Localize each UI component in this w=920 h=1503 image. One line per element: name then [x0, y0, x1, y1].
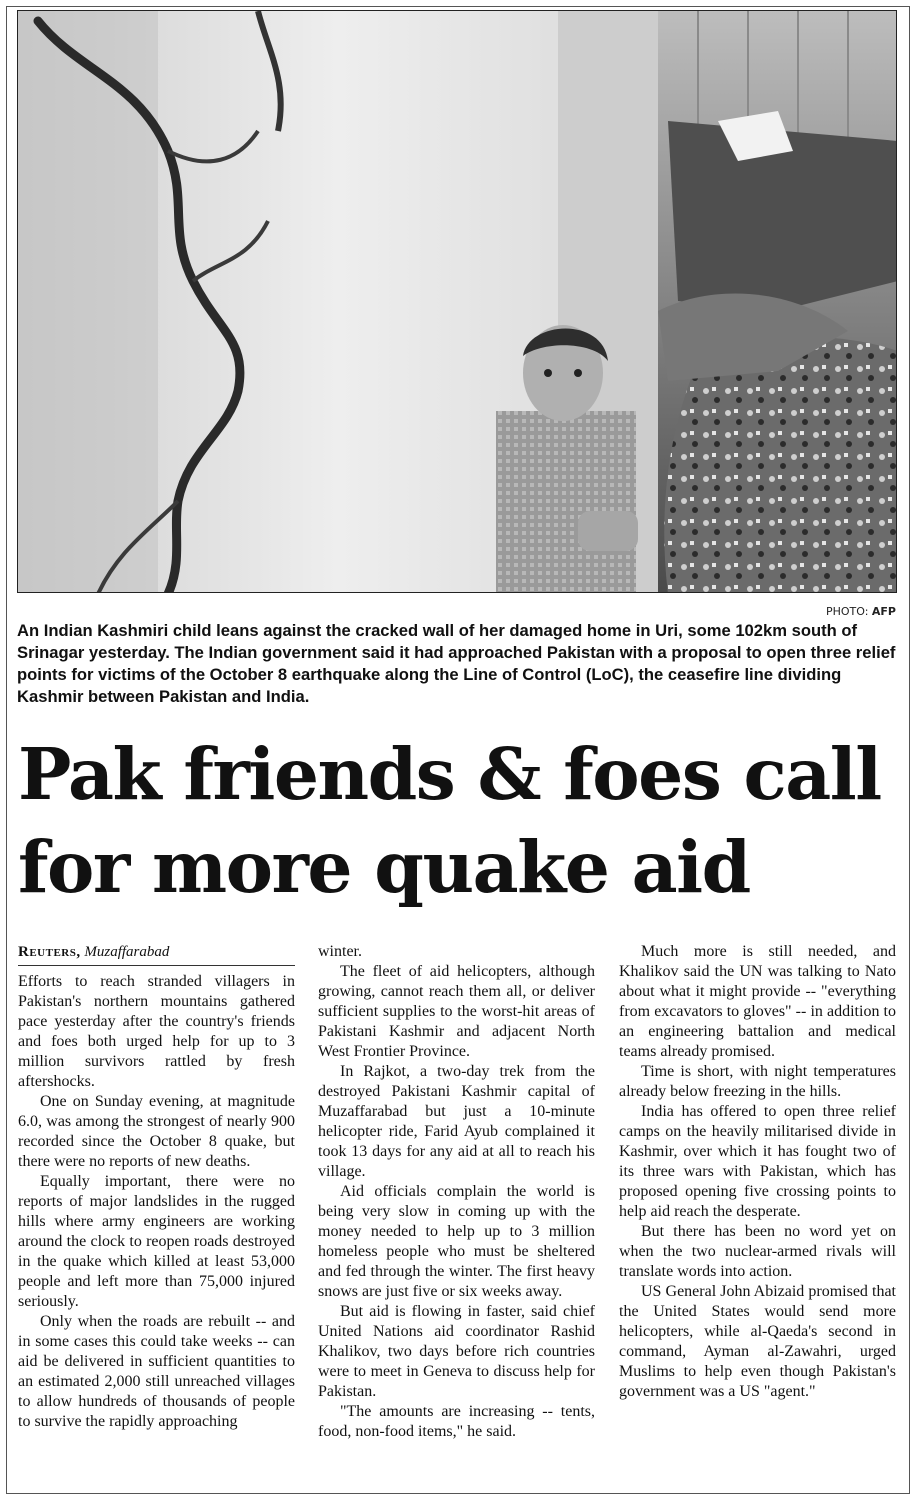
article-paragraph: India has offered to open three relief camps on the heavily militarised divide in Kashmir, over which it has fought two of its three wars with Pakistan, which has proposed opening five crossing points to help aid reach the desperate.: [619, 1103, 896, 1220]
article-paragraph: One on Sunday evening, at magnitude 6.0, was among the strongest of nearly 900 recorded since the October 8 quake, but there were no reports of new deaths.: [18, 1093, 295, 1170]
article-paragraph: "The amounts are increasing -- tents, food, non-food items," he said.: [318, 1403, 595, 1440]
photo-credit-source: AFP: [871, 605, 896, 618]
byline: [18, 942, 295, 962]
byline-agency: Reuters,: [18, 944, 81, 960]
news-photo: [17, 10, 897, 593]
article-paragraph: But aid is flowing in faster, said chief United Nations aid coordinator Rashid Khalikov, two days before rich countries were to meet in Geneva to discuss help for Pakistan.: [318, 1303, 595, 1400]
article-column-1: [18, 942, 295, 1432]
article-column-3: [619, 942, 896, 1402]
photo-credit: [826, 605, 896, 618]
article-paragraph: Aid officials complain the world is being very slow in coming up with the money needed to help up to 3 million homeless people who must be sheltered and fed through the winter. The first heavy snows are just five or six weeks away.: [318, 1183, 595, 1300]
byline-place: Muzaffarabad: [84, 944, 170, 960]
article-paragraph: Equally important, there were no reports of major landslides in the rugged hills where army engineers are working around the clock to reopen roads destroyed in the quake which killed at least 53,000 people and left more than 75,000 injured seriously.: [18, 1173, 295, 1310]
article-paragraph: Time is short, with night temperatures already below freezing in the hills.: [619, 1063, 896, 1100]
photo-caption: An Indian Kashmiri child leans against the cracked wall of her damaged home in Uri, some 102km south of Srinagar yesterday. The Indian government said it had approached Pakistan with a proposal to open three relief points for victims of the October 8 earthquake along the Line of Control (LoC), the ceasefire line dividing Kashmir between Pakistan and India.: [17, 621, 896, 706]
article-paragraph: Much more is still needed, and Khalikov said the UN was talking to Nato about what it might provide -- "everything from excavators to gloves" -- in addition to an engineering battalion and medical teams already promised.: [619, 943, 896, 1060]
photo-credit-label: PHOTO:: [825, 605, 869, 618]
article-column-2: [318, 942, 595, 1442]
article-paragraph: The fleet of aid helicopters, although growing, cannot reach them all, or deliver sufficient supplies to the worst-hit areas of Pakistani Kashmir and adjacent North West Frontier Province.: [318, 963, 595, 1060]
article-paragraph: US General John Abizaid promised that the United States would send more helicopters, while al-Qaeda's second in command, Ayman al-Zawahri, urged Muslims to help even though Pakistan's government was a US "agent.": [619, 1283, 896, 1400]
article-paragraph: Efforts to reach stranded villagers in Pakistan's northern mountains gathered pace yesterday after the country's friends and foes both urged help for up to 3 million survivors rattled by fresh aftershocks.: [18, 973, 295, 1090]
article-paragraph: winter.: [318, 943, 362, 960]
byline-rule: [18, 965, 295, 966]
headline: Pak friends & foes call for more quake aid: [18, 732, 881, 909]
article-paragraph: In Rajkot, a two-day trek from the destroyed Pakistani Kashmir capital of Muzaffarabad but just a 10-minute helicopter ride, Farid Ayub complained it took 13 days for any aid at all to reach his village.: [318, 1063, 595, 1180]
article-paragraph: But there has been no word yet on when the two nuclear-armed rivals will translate words into action.: [619, 1223, 896, 1280]
photo-illustration: [18, 11, 897, 593]
article-paragraph: Only when the roads are rebuilt -- and in some cases this could take weeks -- can aid be delivered in sufficient quantities to an estimated 2,000 still unreached villages to allow hundreds of thousands of people to survive the rapidly approaching: [18, 1313, 295, 1430]
